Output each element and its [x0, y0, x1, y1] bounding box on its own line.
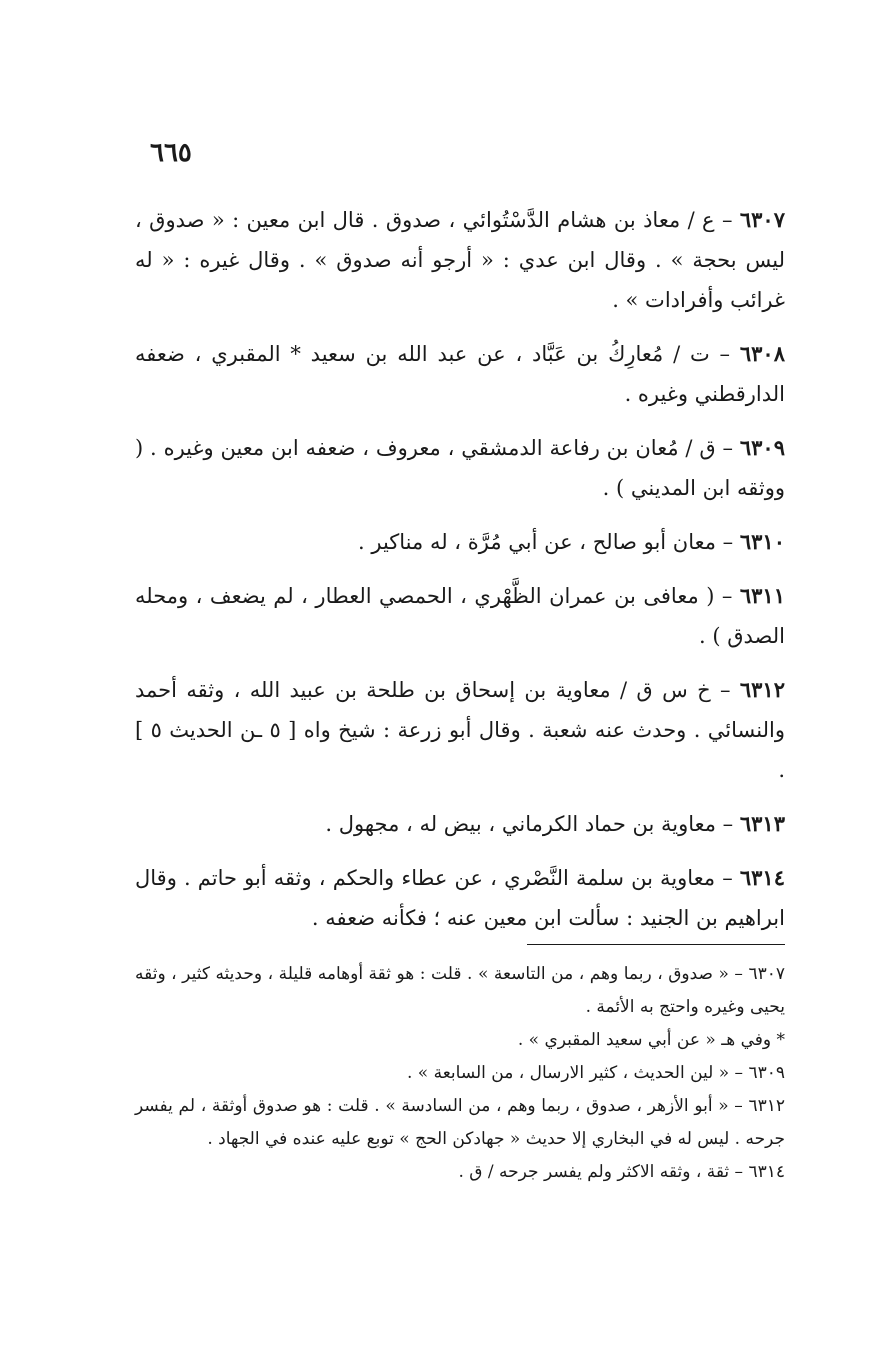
footnote: ٦٣١٤ – ثقة ، وثقه الاكثر ولم يفسر جرحه / ق .	[458, 1162, 785, 1182]
page-number: ٦٦٥	[150, 138, 192, 168]
entry-number: ٦٣٠٨	[739, 341, 785, 366]
entry-text: – ع / معاذ بن هشام الدَّسْتُوائي ، صدوق . قال ابن معين : « صدوق ، ليس بحجة » . وقال ابن عدي : « أرجو أنه صدوق » . وقال غيره : « له غرائب وأفرادات » .	[135, 208, 785, 312]
entry-text: – ق / مُعان بن رفاعة الدمشقي ، معروف ، ضعفه ابن معين وغيره . ( ووثقه ابن المديني ) .	[135, 436, 785, 500]
footnote-separator	[527, 944, 785, 945]
entry-number: ٦٣١٠	[739, 529, 785, 554]
entry-6313	[135, 804, 785, 844]
entry-number: ٦٣٠٩	[739, 435, 785, 460]
entry-number: ٦٣١١	[739, 583, 785, 608]
entry-6308	[135, 334, 785, 414]
footnote: ٦٣١٢ – « أبو الأزهر ، صدوق ، ربما وهم ، من السادسة » . قلت : هو صدوق أوثقة ، لم يفسر جرحه . ليس له في البخاري إلا حديث « جهادكن الحج » توبع عليه عنده في الجهاد .	[135, 1096, 785, 1149]
entry-text: – خ س ق / معاوية بن إسحاق بن طلحة بن عبيد الله ، وثقه أحمد والنسائي . وحدث عنه شعبة . وقال أبو زرعة : شيخ واه [ ٥ ـن الحديث ٥ ] .	[135, 678, 785, 782]
entry-6309	[135, 428, 785, 508]
entry-6314	[135, 858, 785, 938]
entry-6311	[135, 576, 785, 656]
footnote: * وفي هـ « عن أبي سعيد المقبري » .	[517, 1030, 785, 1050]
entry-number: ٦٣١٣	[739, 811, 785, 836]
entry-number: ٦٣١٤	[739, 865, 785, 890]
entry-text: – ت / مُعارِكُ بن عَبَّاد ، عن عبد الله بن سعيد * المقبري ، ضعفه الدارقطني وغيره .	[135, 342, 785, 406]
entry-number: ٦٣١٢	[739, 677, 785, 702]
entry-number: ٦٣٠٧	[739, 207, 785, 232]
entries-section	[135, 200, 785, 952]
footnote: ٦٣٠٩ – « لين الحديث ، كثير الارسال ، من السابعة » .	[406, 1063, 785, 1083]
entry-6312	[135, 670, 785, 790]
entry-text: – معاوية بن حماد الكرماني ، بيض له ، مجهول .	[325, 812, 734, 836]
entry-text: – ( معافى بن عمران الظَّهْري ، الحمصي العطار ، لم يضعف ، ومحله الصدق ) .	[135, 584, 785, 648]
entry-text: – معان أبو صالح ، عن أبي مُرَّة ، له مناكير .	[358, 530, 734, 554]
footnotes-section	[135, 958, 785, 1189]
entry-6307	[135, 200, 785, 320]
entry-text: – معاوية بن سلمة النَّصْري ، عن عطاء والحكم ، وثقه أبو حاتم . وقال ابراهيم بن الجنيد : سألت ابن معين عنه ؛ فكأنه ضعفه .	[135, 866, 785, 930]
entry-6310	[135, 522, 785, 562]
footnote: ٦٣٠٧ – « صدوق ، ربما وهم ، من التاسعة » . قلت : هو ثقة أوهامه قليلة ، وحديثه كثير ، وثقه يحيى وغيره واحتج به الأئمة .	[135, 964, 785, 1017]
